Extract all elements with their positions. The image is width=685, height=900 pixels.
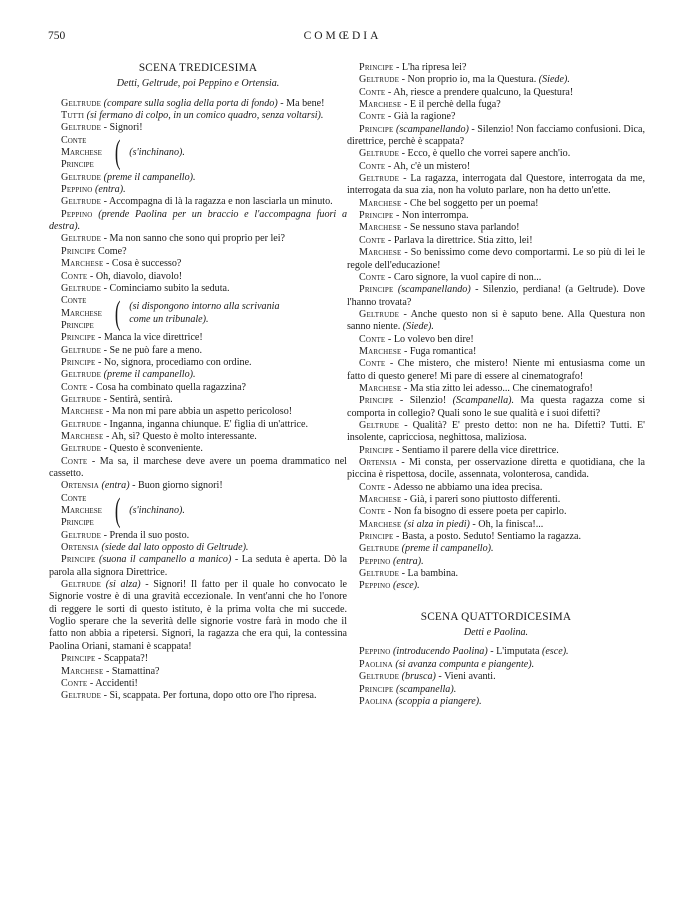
speaker: Geltrude [359,148,400,160]
speaker: Geltrude [359,173,400,185]
stage-direction: (introducendo Paolina) [390,646,488,658]
speaker: Geltrude [61,690,102,702]
dialogue-line [49,480,347,492]
stage-direction: (Siede). [536,74,570,86]
speaker: Peppino [61,184,93,196]
dialogue-line [347,580,645,592]
dialogue-line [347,646,645,658]
line-text: - Mi consta, per osservazione diretta e quotidiana, che la piccina è rispettosa, docile, assennata, volonterosa, candida. [347,457,645,481]
stage-direction: (scampanellando) [393,284,471,296]
dialogue-line [347,494,645,506]
stage-direction: (entra) [99,480,130,492]
line-text: - Sentiamo il parere della vice direttrice. [393,444,559,456]
speaker: Principe [359,210,394,222]
speaker: Geltrude [61,344,102,356]
line-text: - Ma non sanno che sono qui proprio per lei? [101,233,286,245]
dialogue-line [49,283,347,295]
speaker: Marchese [61,505,102,517]
line-text: - La bambina. [399,568,458,580]
dialogue-line [347,272,645,284]
speaker: Marchese [61,147,102,159]
line-text: - Ma sa, il marchese deve avere un poema drammatico nel cassetto. [49,455,347,479]
line-text: - Anche questo non si è saputo bene. Alla Questura non sanno niente. [347,308,645,333]
running-title: COMŒDIA [303,30,382,42]
stage-direction: (compare sulla soglia della porta di fondo) [101,97,278,109]
stage-direction: (scoppia a piangere). [392,695,482,707]
speaker: Marchese [359,382,402,394]
line-text: - Silenzio! Non facciamo confusioni. Dica, direttrice, perchè è scappata? [347,123,645,148]
line-text: - Non fa bisogno di essere poeta per capirlo. [385,506,567,518]
dialogue-line [49,246,347,258]
speaker: Conte [61,677,88,689]
speaker: Marchese [61,406,104,418]
line-text: - Signori! [101,122,143,134]
speaker: Geltrude [359,308,400,320]
dialogue-line [49,258,347,270]
speaker: Geltrude [61,393,102,405]
line-text: - Non proprio io, ma la Questura. [399,74,537,86]
speaker: Principe [359,683,394,695]
line-text: - Accompagna di là la ragazza e non lasciarla un minuto. [101,196,333,208]
stage-direction: (scampanella). [393,683,457,695]
line-text: - Adesso ne abbiamo una idea precisa. [385,481,543,493]
stage-direction: (siede dal lato opposto di Geltrude). [99,542,249,554]
line-text: - Che mistero, che mistero! Niente mi entusiasma come un fatto di questo genere! Mi pare di essere al cinematografo! [347,358,645,382]
dialogue-line [347,247,645,272]
stage-direction: (si avanza compunta e piangente). [392,658,535,670]
speaker: Geltrude [61,282,102,294]
speaker: Principe [61,517,94,529]
right-column [347,62,645,708]
speaker: Geltrude [359,74,400,86]
speaker: Conte [359,160,386,172]
grouped-speakers [49,493,347,530]
dialogue-line [49,345,347,357]
dialogue-line [347,99,645,111]
dialogue-line [49,690,347,702]
dialogue-line [347,198,645,210]
speaker: Conte [359,333,386,345]
dialogue-line [347,222,645,234]
dialogue-line [347,309,645,334]
speaker: Principe [61,245,96,257]
line-text: - Parlava la direttrice. Stia zitto, lei! [385,234,533,246]
speaker: Marchese [359,197,402,209]
dialogue-line [49,98,347,110]
line-text: - Caro signore, la vuol capire di non... [385,271,542,283]
dialogue-line [347,62,645,74]
line-text: - Cosa è successo? [103,258,182,270]
dialogue-line [347,543,645,555]
dialogue-line [49,419,347,431]
speaker: Geltrude [61,418,102,430]
speaker: Ortensia [359,457,398,468]
speaker: Geltrude [61,97,102,109]
line-text: - Buon giorno signori! [129,480,223,492]
scene-title: SCENA TREDICESIMA [138,62,258,74]
dialogue-line [49,209,347,234]
line-text: - La seduta è aperta. Dò la parola alla signora Direttrice. [49,554,347,578]
line-text: - L'ha ripresa lei? [393,62,467,73]
stage-direction: (preme il campanello). [101,369,196,381]
speaker: Principe [61,332,96,344]
speaker: Tutti [61,110,85,122]
stage-direction: (s'inchinano). [129,147,185,159]
line-text: - E il perchè della fuga? [401,99,501,111]
brace-icon: ( [114,134,121,172]
speaker: Marchese [359,99,402,111]
stage-direction: (brusca) [399,671,436,683]
speaker: Peppino [359,580,391,592]
dialogue-line [347,87,645,99]
line-text: - Questo è sconveniente. [101,443,203,455]
dialogue-line [49,196,347,208]
line-text: - Oh, diavolo, diavolo! [87,270,183,282]
line-text: Come? [95,245,127,257]
speaker: Principe [359,62,394,73]
speaker: Paolina [359,695,393,707]
speaker: Geltrude [61,122,102,134]
speaker: Geltrude [359,543,400,555]
dialogue-line [347,568,645,580]
dialogue-line [347,457,645,482]
line-text: - Se nessuno stava parlando! [401,222,520,234]
line-text: - Ma bene! [280,97,325,109]
dialogue-line [49,110,347,122]
line-text: - Ma non mi pare abbia un aspetto pericoloso! [103,406,293,418]
dialogue-line [347,684,645,696]
stage-direction: (Siede). [400,321,434,333]
dialogue-line [347,696,645,708]
line-text: - Fuga romantica! [401,345,477,357]
line-text: - Ah, c'è un mistero! [385,160,471,172]
speaker: Ortensia [61,542,100,554]
stage-direction-line: (si dispongono intorno alla scrivania [129,301,280,313]
speaker: Conte [61,492,87,504]
scene-subtitle: Detti, Geltrude, poi Peppino e Ortensia. [116,78,280,90]
speaker: Peppino [359,555,391,567]
speaker: Marchese [359,247,402,259]
stage-direction: (si alza) [101,579,141,591]
brace-icon: ( [114,492,121,530]
dialogue-line [49,369,347,381]
speaker: Marchese [61,307,102,319]
dialogue-line [49,653,347,665]
speaker: Marchese [359,345,402,357]
speaker: Geltrude [359,419,400,431]
speaker: Geltrude [61,529,102,541]
speaker: Conte [359,506,386,518]
dialogue-line [347,506,645,518]
speaker: Principe [359,395,394,407]
line-text: - Già, i pareri sono piuttosto differenti. [401,494,561,506]
dialogue-line [347,659,645,671]
stage-direction: (suona il campanello a manico) [95,554,232,566]
dialogue-line [49,456,347,481]
speaker: Peppino [359,646,391,658]
stage-direction: (scampanellando) [393,123,469,135]
dialogue-line [347,671,645,683]
dialogue-line [347,519,645,531]
stage-direction: (esce). [390,580,420,592]
page-number: 750 [48,30,66,42]
dialogue-line [49,666,347,678]
dialogue-line [49,443,347,455]
dialogue-line [49,332,347,344]
dialogue-line [49,184,347,196]
speaker: Principe [61,653,96,665]
line-text: - Oh, la finisca!... [469,518,544,530]
stage-direction: (preme il campanello). [101,171,196,183]
line-text: - Accidenti! [87,677,138,689]
stage-direction: (preme il campanello). [399,543,494,555]
speaker: Conte [61,134,87,146]
dialogue-line [49,172,347,184]
stage-direction: (s'inchinano). [129,505,185,517]
speaker: Conte [61,455,88,467]
speaker: Conte [359,86,386,98]
dialogue-line [49,431,347,443]
speaker: Geltrude [61,196,102,208]
stage-direction: (prende Paolina per un braccio e l'accompagna fuori a destra). [49,208,347,233]
dialogue-line [347,148,645,160]
line-text: - Qualità? E' presto detto: non ne ha. Difetti? Tutti. E' insolente, capricciosa, neghittosa, maliziosa. [347,419,645,444]
speaker: Geltrude [61,579,102,591]
speaker: Marchese [359,494,402,506]
speaker: Marchese [61,258,104,270]
dialogue-line [49,678,347,690]
dialogue-line [347,111,645,123]
line-text: - Ecco, è quello che vorrei sapere anch'io. [399,148,571,160]
line-text: - Sì, scappata. Per fortuna, dopo otto ore l'ho ripresa. [101,690,317,702]
line-text: - Ah, sì? Questo è molto interessante. [103,430,257,442]
dialogue-line [347,346,645,358]
speaker: Conte [61,295,87,307]
page-header [0,30,685,46]
line-text: - Vieni avanti. [435,671,496,683]
dialogue-line [347,531,645,543]
scene-title: SCENA QUATTORDICESIMA [420,610,572,623]
speaker: Geltrude [61,443,102,455]
dialogue-line [347,395,645,420]
stage-direction: (esce). [539,646,569,658]
line-text: - La ragazza, interrogata dal Questore, interrogata da me, interrogata da sua zia, non ha voluto parlare, non ha detto un'ette. [347,173,645,197]
line-text: - Basta, a posto. Seduto! Sentiamo la ragazza. [393,531,581,543]
dialogue-line [347,358,645,383]
dialogue-line [49,530,347,542]
dialogue-line [347,482,645,494]
dialogue-line [347,74,645,86]
speaker: Conte [359,481,386,493]
speaker: Ortensia [61,480,100,492]
line-text: - So benissimo come devo comportarmi. Le so più di lei le regole dell'educazione! [347,247,645,271]
speaker: Principe [61,159,94,171]
left-column [49,62,347,703]
line-text: - Ah, riesce a prendere qualcuno, la Questura! [385,86,574,98]
line-text: - Silenzio! [393,395,447,407]
dialogue-line [347,284,645,309]
speaker: Principe [359,531,394,543]
speaker: Principe [359,284,394,296]
line-text: - No, signora, procediamo con ordine. [95,356,252,368]
speaker: Geltrude [61,233,102,245]
speaker: Marchese [359,518,402,530]
line-text: - Manca la vice direttrice! [95,332,203,344]
line-text: Ma questa ragazza come si comporta in collegio? Quali sono le sue qualità e i suoi difetti? [347,395,645,419]
line-text: - Cosa ha combinato quella ragazzina? [87,381,247,393]
dialogue-line [49,357,347,369]
speaker: Paolina [359,658,393,670]
dialogue-line [347,445,645,457]
speaker: Marchese [61,665,104,677]
dialogue-line [347,556,645,568]
line-text: - Lo volevo ben dire! [385,333,474,345]
speaker: Marchese [61,430,104,442]
dialogue-line [49,382,347,394]
speaker: Principe [359,444,394,456]
line-text: - Già la ragione? [385,111,456,123]
line-text: - Signori! Il fatto per il quale ho convocato le Signorie vostre è di una gravità eccezionale. In vent'anni che ho l'onore di reggere le sorti di questo istituto, è la prima volta che mi succede. Voglio sperare che la severità delle signorie vostre farà in modo che il fatto non abbia a ripetersi. Signori, la ragazza che era qui, la contessina Paolina Oriani, stamani è scappata! [49,579,348,652]
dialogue-line [49,271,347,283]
stage-direction: (entra). [92,184,126,196]
dialogue-line [347,210,645,222]
dialogue-line [49,122,347,134]
dialogue-line [347,383,645,395]
stage-direction: (si fermano di colpo, in un comico quadro, senza voltarsi). [84,110,324,122]
line-text: - Prenda il suo posto. [101,529,190,541]
dialogue-line [49,554,347,579]
speaker: Geltrude [359,671,400,683]
speaker: Conte [359,234,386,246]
line-text: - Silenzio, perdiana! (a Geltrude). Dove l'hanno trovata? [347,284,645,308]
dialogue-line [49,579,347,653]
stage-direction: (Scampanella). [446,395,515,407]
dialogue-line [347,420,645,445]
line-text: - Sentirà, sentirà. [101,393,173,405]
speaker: Geltrude [61,369,102,381]
line-text: - Inganna, inganna chiunque. E' figlia di un'attrice. [101,418,308,430]
dialogue-line [49,406,347,418]
speaker: Conte [359,111,386,123]
stage-direction: (si alza in piedi) [401,518,470,530]
grouped-speakers [49,295,347,332]
speaker: Peppino [61,208,93,220]
dialogue-line [49,542,347,554]
line-text: - Scappata?! [95,653,149,665]
line-text: - Cominciamo subito la seduta. [101,282,230,294]
line-text: - Che bel soggetto per un poema! [401,197,539,209]
line-text: - Non interrompa. [393,210,469,222]
speaker: Principe [359,123,394,135]
dialogue-line [347,334,645,346]
dialogue-line [49,233,347,245]
brace-icon: ( [114,294,121,332]
speaker: Principe [61,319,94,331]
dialogue-line [49,394,347,406]
grouped-speakers [49,135,347,172]
stage-direction-line: come un tribunale). [129,313,209,325]
stage-direction: (entra). [390,555,424,567]
speaker: Conte [359,271,386,283]
speaker: Principe [61,356,96,368]
dialogue-line [347,173,645,198]
line-text: - L'imputata [487,646,540,658]
speaker: Principe [61,554,96,566]
dialogue-line [347,235,645,247]
dialogue-line [347,161,645,173]
speaker: Conte [61,270,88,282]
speaker: Conte [61,381,88,393]
stage-direction [129,301,279,326]
dialogue-line [347,124,645,149]
speaker: Conte [359,358,386,370]
line-text: - Stamattina? [103,665,160,677]
line-text: - Se ne può fare a meno. [101,344,203,356]
speaker: Geltrude [359,568,400,580]
line-text: - Ma stia zitto lei adesso... Che cinematografo! [401,382,593,394]
scene-subtitle: Detti e Paolina. [463,627,529,639]
speaker: Marchese [359,222,402,234]
speaker: Geltrude [61,171,102,183]
